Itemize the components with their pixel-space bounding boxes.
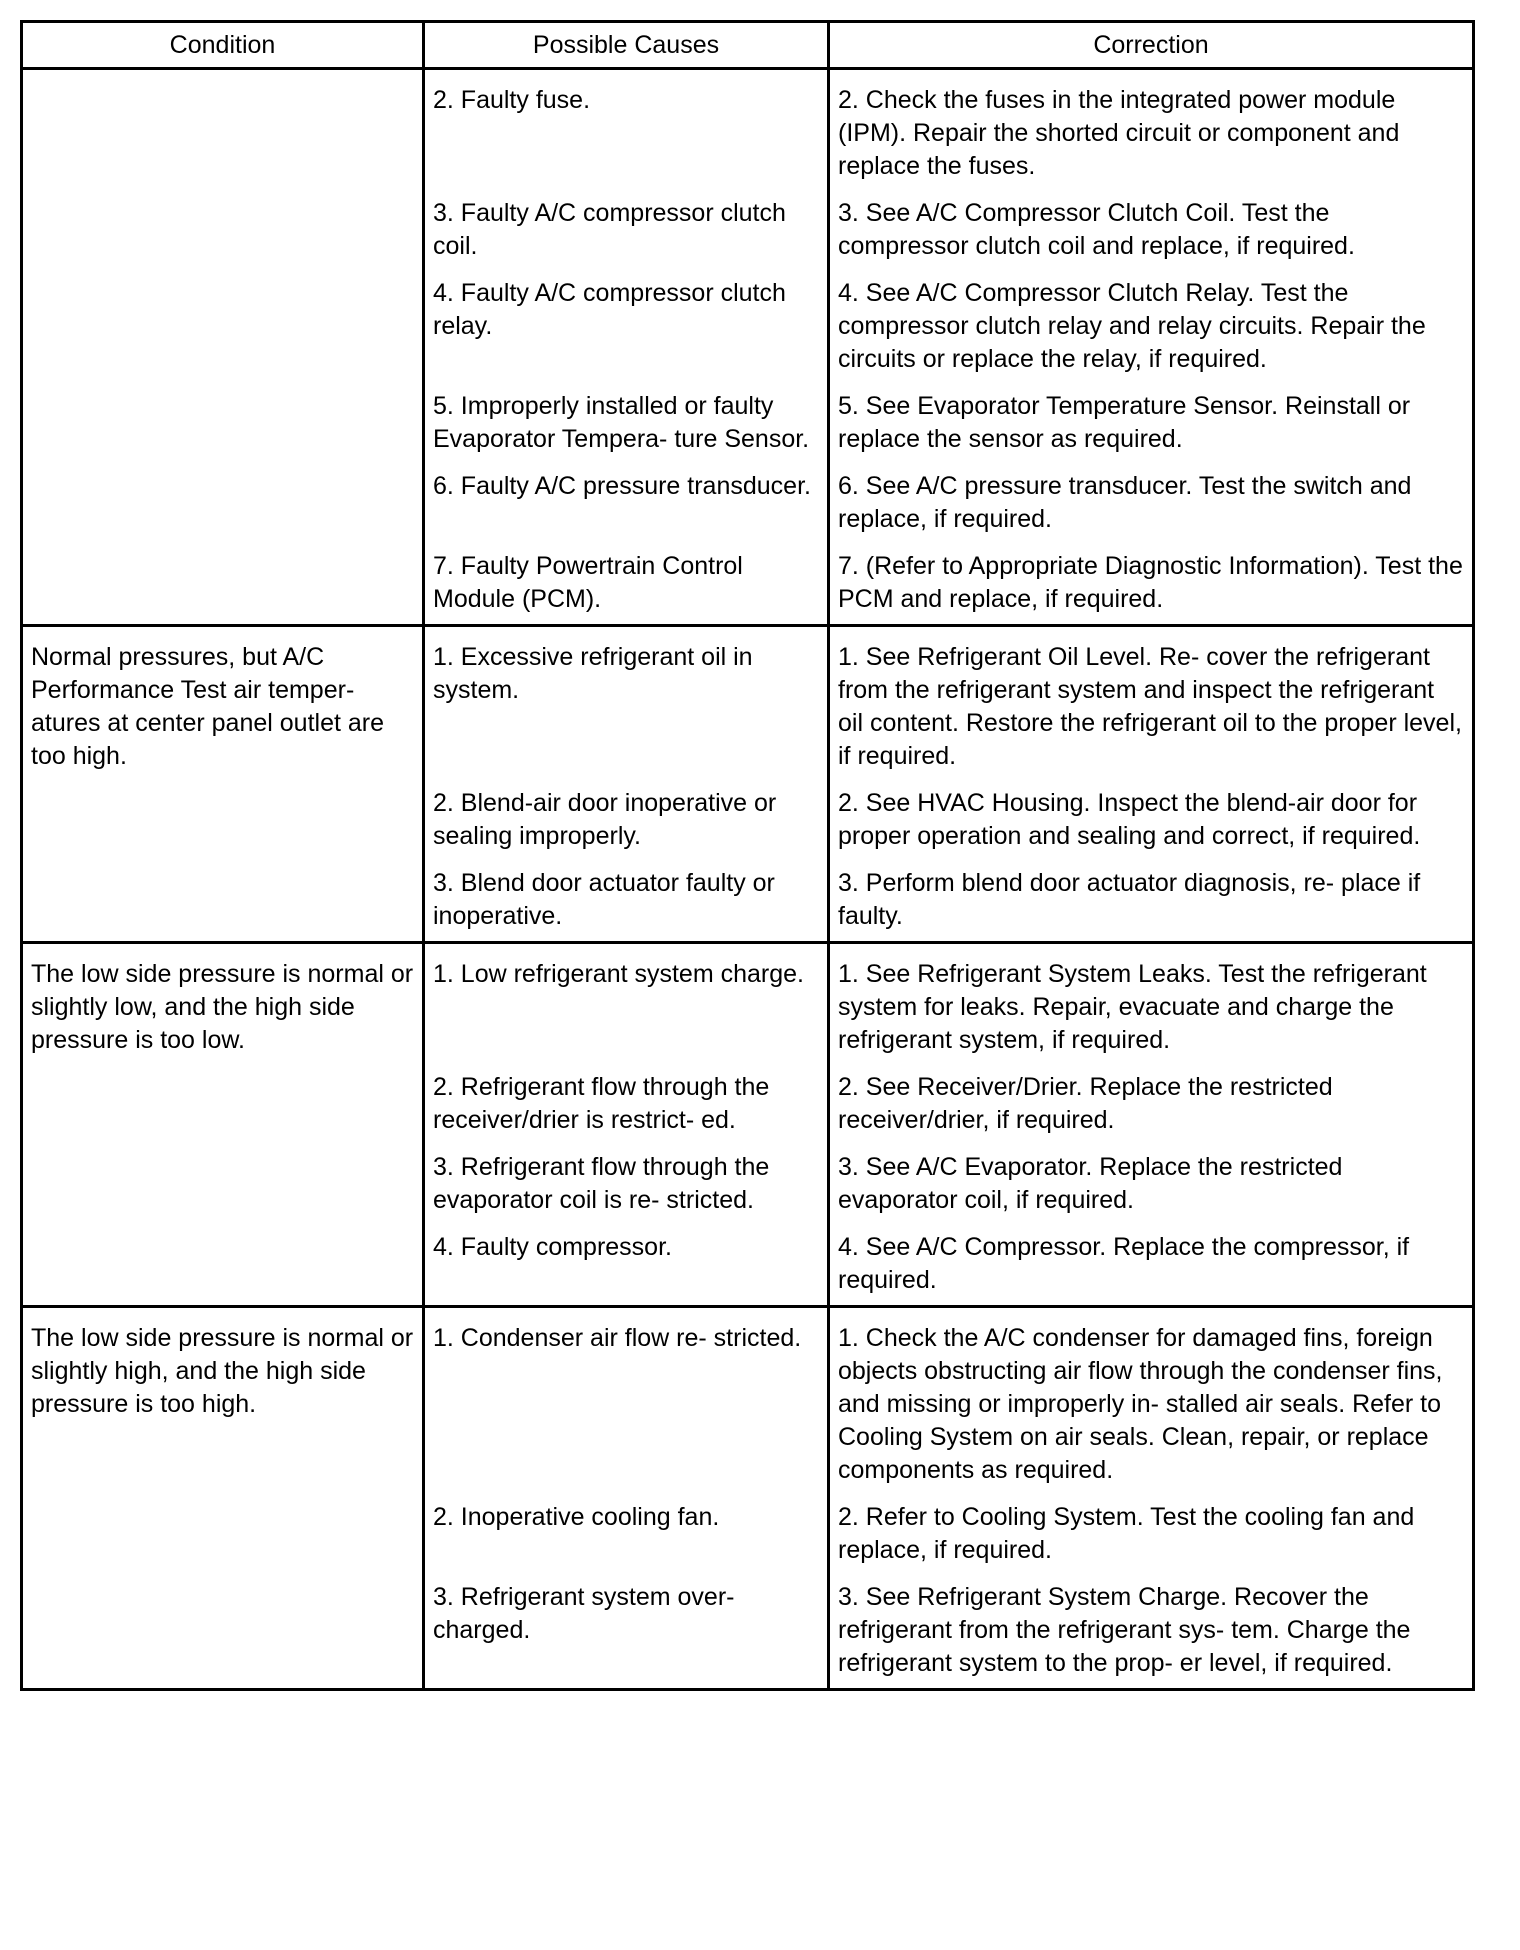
- condition-cell: Normal pressures, but A/C Performance Test air temper- atures at center panel outlet are too high.: [22, 626, 424, 943]
- correction-cell: 1. Check the A/C condenser for damaged fins, foreign objects obstructing air flow through the condenser fins, and missing or improperly in- stalled air seals. Refer to Cooling System on air seals. Clean, repair, or replace components as required.: [829, 1307, 1474, 1496]
- condition-cell: The low side pressure is normal or slightly low, and the high side pressure is too low.: [22, 943, 424, 1307]
- table-row: [22, 943, 1474, 1066]
- diagnosis-table-sheet: [20, 20, 1472, 1691]
- cause-cell: 1. Condenser air flow re- stricted.: [424, 1307, 829, 1496]
- correction-cell: 3. See Refrigerant System Charge. Recover the refrigerant from the refrigerant sys- tem. Charge the refrigerant system to the prop- er level, if required.: [829, 1575, 1474, 1690]
- table-row: [22, 69, 1474, 192]
- cause-cell: 3. Refrigerant flow through the evaporator coil is re- stricted.: [424, 1145, 829, 1225]
- correction-cell: 1. See Refrigerant Oil Level. Re- cover the refrigerant from the refrigerant system and inspect the refrigerant oil content. Restore the refrigerant oil to the proper level, if required.: [829, 626, 1474, 782]
- cause-cell: 2. Refrigerant flow through the receiver/drier is restrict- ed.: [424, 1065, 829, 1145]
- cause-cell: 2. Inoperative cooling fan.: [424, 1495, 829, 1575]
- cause-cell: 4. Faulty compressor.: [424, 1225, 829, 1307]
- condition-cell: The low side pressure is normal or slightly high, and the high side pressure is too high.: [22, 1307, 424, 1690]
- cause-cell: 1. Low refrigerant system charge.: [424, 943, 829, 1066]
- cause-cell: 5. Improperly installed or faulty Evaporator Tempera- ture Sensor.: [424, 384, 829, 464]
- cause-cell: 3. Refrigerant system over- charged.: [424, 1575, 829, 1690]
- header-row: [22, 22, 1474, 69]
- cause-cell: 6. Faulty A/C pressure transducer.: [424, 464, 829, 544]
- diagnosis-table: [20, 20, 1475, 1691]
- table-row: [22, 1307, 1474, 1496]
- cause-cell: 2. Faulty fuse.: [424, 69, 829, 192]
- header-possible-causes: Possible Causes: [424, 22, 829, 69]
- table-body: [22, 69, 1474, 1690]
- correction-cell: 2. See HVAC Housing. Inspect the blend-air door for proper operation and sealing and correct, if required.: [829, 781, 1474, 861]
- correction-cell: 3. See A/C Compressor Clutch Coil. Test the compressor clutch coil and replace, if required.: [829, 191, 1474, 271]
- cause-cell: 4. Faulty A/C compressor clutch relay.: [424, 271, 829, 384]
- cause-cell: 2. Blend-air door inoperative or sealing improperly.: [424, 781, 829, 861]
- cause-cell: 1. Excessive refrigerant oil in system.: [424, 626, 829, 782]
- cause-cell: 3. Blend door actuator faulty or inoperative.: [424, 861, 829, 943]
- cause-cell: 3. Faulty A/C compressor clutch coil.: [424, 191, 829, 271]
- correction-cell: 4. See A/C Compressor. Replace the compressor, if required.: [829, 1225, 1474, 1307]
- correction-cell: 7. (Refer to Appropriate Diagnostic Information). Test the PCM and replace, if required.: [829, 544, 1474, 626]
- correction-cell: 1. See Refrigerant System Leaks. Test the refrigerant system for leaks. Repair, evacuate and charge the refrigerant system, if required.: [829, 943, 1474, 1066]
- correction-cell: 4. See A/C Compressor Clutch Relay. Test the compressor clutch relay and relay circuits. Repair the circuits or replace the relay, if required.: [829, 271, 1474, 384]
- correction-cell: 3. Perform blend door actuator diagnosis, re- place if faulty.: [829, 861, 1474, 943]
- table-row: [22, 626, 1474, 782]
- header-condition: Condition: [22, 22, 424, 69]
- correction-cell: 2. See Receiver/Drier. Replace the restricted receiver/drier, if required.: [829, 1065, 1474, 1145]
- correction-cell: 6. See A/C pressure transducer. Test the switch and replace, if required.: [829, 464, 1474, 544]
- correction-cell: 2. Check the fuses in the integrated power module (IPM). Repair the shorted circuit or component and replace the fuses.: [829, 69, 1474, 192]
- header-correction: Correction: [829, 22, 1474, 69]
- correction-cell: 5. See Evaporator Temperature Sensor. Reinstall or replace the sensor as required.: [829, 384, 1474, 464]
- condition-cell: [22, 69, 424, 626]
- cause-cell: 7. Faulty Powertrain Control Module (PCM).: [424, 544, 829, 626]
- table-header: [22, 22, 1474, 69]
- correction-cell: 3. See A/C Evaporator. Replace the restricted evaporator coil, if required.: [829, 1145, 1474, 1225]
- correction-cell: 2. Refer to Cooling System. Test the cooling fan and replace, if required.: [829, 1495, 1474, 1575]
